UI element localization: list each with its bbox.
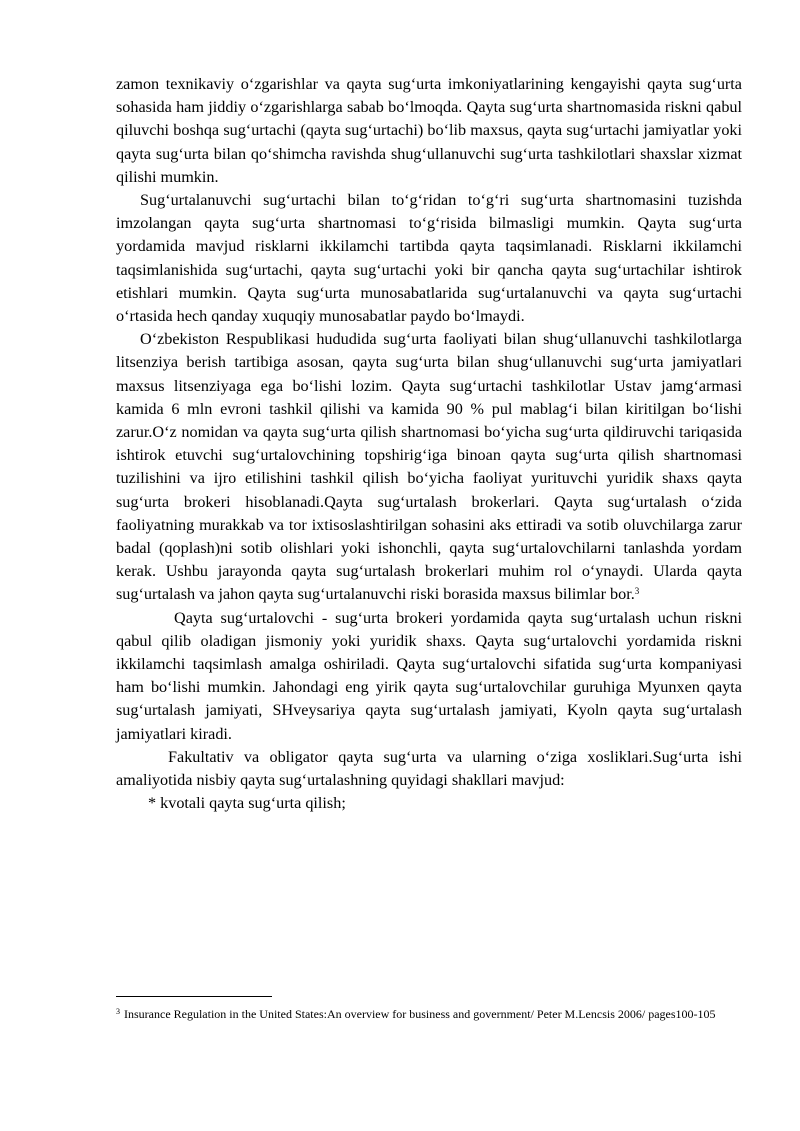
footnote-reference[interactable]: 3 — [634, 586, 640, 597]
paragraph-4: Qayta sug‘urtalovchi - sug‘urta brokeri yordamida qayta sug‘urtalash uchun riskni qabul qilib oladigan jismoniy yoki yuridik shaxs. Qayta sug‘urtalovchi yordamida riskni ikkilamchi taqsimlash amalga oshiriladi. Qayta sug‘urtalovchi sifatida sug‘urta kompaniyasi ham bo‘lishi mumkin. Jahondagi eng yirik qayta sug‘urtalovchilar guruhiga Myunxen qayta sug‘urtalash jamiyati, SHveysariya qayta sug‘urtalash jamiyati, Kyoln qayta sug‘urtalash jamiyatlari kiradi. — [116, 608, 742, 743]
paragraph-2: Sug‘urtalanuvchi sug‘urtachi bilan to‘g‘ridan to‘g‘ri sug‘urta shartnomasini tuzishda imzolangan qayta sug‘urta shartnomasi to‘g‘risida bilmasligi mumkin. Qayta sug‘urta yordamida mavjud risklarni ikkilamchi tartibda qayta taqsimlanadi. Risklarni ikkilamchi taqsimlanishida sug‘urtachi, qayta sug‘urtachi yoki bir qancha qayta sug‘urtachilar ishtirok etishlari mumkin. Qayta sug‘urta munosabatlarida sug‘urtalanuvchi va qayta sug‘urtachi o‘rtasida hech qanday xuquqiy munosabatlar paydo bo‘lmaydi. — [116, 191, 742, 326]
footnote-text: Insurance Regulation in the United States:An overview for business and government/ Peter M.Lencsis 2006/ pages100-105 — [124, 1007, 716, 1021]
paragraph-3-text: O‘zbekiston Respublikasi hududida sug‘urta faoliyati bilan shug‘ullanuvchi tashkilotlarga litsenziya berish tartibiga asosan, qayta sug‘urta bilan shug‘ullanuvchi sug‘urta jamiyatlari maxsus litsenziyaga ega bo‘lishi lozim. Qayta sug‘urtachi tashkilotlar Ustav jamg‘armasi kamida 6 mln evroni tashkil qilishi va kamida 90 % pul mablag‘i bilan kiritilgan bo‘lishi zarur.O‘z nomidan va qayta sug‘urta qilish shartnomasi bo‘yicha sug‘urta qildiruvchi tariqasida ishtirok etuvchi sug‘urtalovchining topshirig‘iga binoan qayta sug‘urta qilish shartnomasi tuzilishini va ijro etilishini tashkil qilish bo‘yicha faoliyat yurituvchi yuridik shaxs qayta sug‘urta brokeri hisoblanadi.Qayta sug‘urtalash brokerlari. Qayta sug‘urtalash o‘zida faoliyatning murakkab va tor ixtisoslashtirilgan sohasini aks ettiradi va sotib oluvchilarga zarur badal (qoplash)ni sotib olishlari yoki ishonchli, qayta sug‘urtalovchilarni tanlashda yordam kerak. Ushbu jarayonda qayta sug‘urtalash brokerlari muhim rol o‘ynaydi. Ularda qayta sug‘urtalash va jahon qayta sug‘urtalanuvchi riski borasida maxsus bilimlar bor. — [116, 330, 742, 604]
footnote-number: 3 — [116, 1007, 120, 1016]
paragraph-3 — [116, 328, 742, 606]
paragraph-1: zamon texnikaviy o‘zgarishlar va qayta sug‘urta imkoniyatlarining kengayishi qayta sug‘urta sohasida ham jiddiy o‘zgarishlarga sabab bo‘lmoqda. Qayta sug‘urta shartnomasida riskni qabul qiluvchi boshqa sug‘urtachi (qayta sug‘urtachi) bo‘lib maxsus, qayta sug‘urtachi jamiyatlar yoki qayta sug‘urta bilan qo‘shimcha ravishda shug‘ullanuvchi sug‘urta tashkilotlari shaxslar xizmat qilishi mumkin. — [116, 75, 742, 186]
paragraph-5: Fakultativ va obligator qayta sug‘urta va ularning o‘ziga xosliklari.Sug‘urta ishi amaliyotida nisbiy qayta sug‘urtalashning quyidagi shakllari mavjud: — [116, 747, 742, 790]
footnote-separator — [116, 996, 272, 997]
body-text — [116, 73, 742, 816]
list-item: * kvotali qayta sug‘urta qilish; — [148, 794, 346, 813]
footnote — [116, 1006, 742, 1023]
